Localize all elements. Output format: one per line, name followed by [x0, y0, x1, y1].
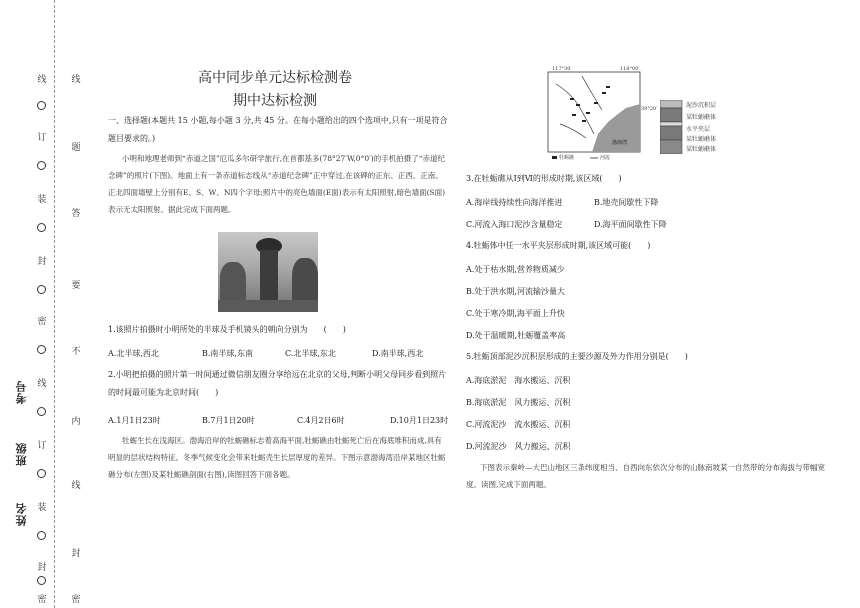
reef-markers [570, 86, 610, 122]
margin-char: 订 [37, 133, 47, 143]
margin-char: 密 [37, 595, 47, 605]
margin-circle [37, 576, 46, 585]
strata-label: 泥沙沉积层 [686, 102, 717, 109]
margin-char: 装 [37, 503, 47, 513]
margin-circle [37, 161, 46, 170]
margin-hint-char: 不 [71, 347, 81, 357]
legend-river-label: 河流 [600, 155, 611, 161]
margin-circle [37, 285, 46, 294]
strata-label: 某牡蛎礁体 [686, 146, 717, 153]
margin-hint-char: 封 [71, 549, 81, 559]
binding-dashed-line [54, 0, 55, 608]
margin-circle [37, 407, 46, 416]
question-1-stem: 1.该照片拍摄时小明所处的半球及手机镜头的朝向分别为 ( ) [108, 325, 346, 334]
margin-char: 订 [37, 441, 47, 451]
question-5-option-a: A.海底淤泥 海水搬运、沉积 [466, 376, 571, 385]
question-4-option-d: D.处于温暖期,牡蛎覆盖率高 [466, 331, 566, 340]
margin-char: 封 [37, 563, 47, 573]
field-exam-number: 考号 [15, 380, 28, 404]
field-class: 班级 [15, 442, 28, 466]
question-2-option-c: C.4月2日6时 [297, 416, 345, 425]
margin-circle [37, 469, 46, 478]
margin-circle [37, 531, 46, 540]
question-5-stem: 5.牡蛎顶部泥沙沉积层形成的主要沙源及外力作用分别是( ) [466, 352, 688, 361]
photo-tree [220, 262, 246, 302]
margin-hint-char: 内 [71, 417, 81, 427]
section-heading: 一、选择题(本题共 15 小题,每小题 3 分,共 45 分。在每小题给出的四个选项中,只有一项是符合题目要求的。) [108, 116, 448, 143]
question-1-option-c: C.北半球,东北 [285, 349, 336, 358]
question-4-option-a: A.处于枯水期,营养物质减少 [466, 265, 565, 274]
exam-subtitle: 期中达标检测 [233, 93, 317, 109]
question-3-option-c: C.河流入海口泥沙含量稳定 [466, 220, 563, 229]
map-lon-left: 117°30′ [552, 66, 572, 72]
passage-intro-1: 小明和地理老师到“赤道之国”厄瓜多尔研学旅行,在首都基多(78°27′W,0°0′)的手机拍摄了“赤道纪念碑”的照片(下图)。地面上有一条赤道标志线从“赤道纪念碑”正中穿过,在该碑的正东、正西、正南、正北四面墙壁上分别有E、S、W、N四个字母;照片中的亮色墙面(E面)表示有太阳照射,暗色墙面(S面)表示无太阳照射。据此完成下面两题。 [108, 154, 446, 214]
exam-title: 高中同步单元达标检测卷 [198, 70, 352, 86]
photo-ground [218, 300, 318, 312]
oyster-reef-map [542, 64, 678, 168]
binding-margin [0, 0, 90, 608]
equator-monument-photo [218, 232, 318, 312]
map-lon-right: 118°00′ [620, 66, 640, 72]
question-5-option-b: B.海底淤泥 风力搬运、沉积 [466, 398, 571, 407]
map-lat: 39°20′ [641, 106, 658, 112]
strata-label: 某牡蛎礁体 [686, 136, 717, 143]
legend-reef-label: 牡蛎礁 [559, 155, 575, 161]
map-river [560, 124, 586, 138]
margin-hint-char: 答 [71, 209, 81, 219]
photo-tree [292, 258, 318, 302]
margin-char: 封 [37, 257, 47, 267]
margin-hint-char: 密 [71, 595, 81, 605]
legend-reef-swatch [552, 156, 557, 159]
margin-char: 线 [37, 75, 47, 85]
question-5-option-c: C.河流泥沙 流水搬运、沉积 [466, 420, 571, 429]
margin-char: 线 [37, 379, 47, 389]
margin-hint-char: 题 [71, 143, 81, 153]
question-3-stem: 3.在牡蛎礁从Ⅰ到Ⅵ的形成时期,该区域( ) [466, 174, 622, 183]
question-5-option-d: D.河流泥沙 风力搬运、沉积 [466, 442, 571, 451]
margin-char: 密 [37, 317, 47, 327]
margin-circle [37, 345, 46, 354]
question-1-option-d: D.南半球,西北 [372, 349, 424, 358]
question-4-option-b: B.处于洪水期,河流输沙量大 [466, 287, 565, 296]
passage-intro-3: 下图表示秦岭—大巴山地区三条纬度相当、自西向东依次分布的山脉南坡某一自然带的分布海拔与带幅宽度。读图,完成下面两题。 [466, 463, 825, 489]
question-2-option-b: B.7月1日20时 [202, 416, 255, 425]
question-2-option-d: D.10月1日23时 [390, 416, 449, 425]
margin-hint-char: 线 [71, 481, 81, 491]
strata-label: 水平夹层 [686, 126, 711, 133]
photo-monument [260, 250, 278, 302]
margin-hint-char: 要 [71, 281, 81, 291]
margin-circle [37, 101, 46, 110]
question-2-option-a: A.1月1日23时 [108, 416, 161, 425]
margin-hint-char: 线 [71, 75, 81, 85]
margin-char: 装 [37, 195, 47, 205]
map-river [556, 84, 594, 134]
map-river [582, 76, 602, 110]
question-1-option-a: A.北半球,西北 [108, 349, 159, 358]
question-3-option-b: B.地壳间歇性下降 [594, 198, 659, 207]
question-3-option-d: D.海平面间歇性下降 [594, 220, 667, 229]
margin-circle [37, 223, 46, 232]
question-3-option-a: A.海岸线持续性向海洋推进 [466, 198, 563, 207]
passage-intro-2: 牡蛎生长在浅海区。渤海沿岸的牡蛎礁标志着高海平面,牡蛎礁由牡蛎死亡后在海底堆积而成,具有明显的层状结构特征。冬季气候变化会带来牡蛎壳生长层厚度的差异。下图示意渤海湾沿岸某地区牡蛎礁分布(左图)及某牡蛎礁剖面(右图),读图回答下面各题。 [108, 436, 446, 479]
question-4-stem: 4.牡蛎体中任一水平夹层形成时期,该区域可能( ) [466, 241, 651, 250]
question-1-option-b: B.南半球,东南 [202, 349, 253, 358]
map-sea-label: 渤海湾 [612, 140, 628, 146]
strata-label: 某牡蛎礁体 [686, 114, 717, 121]
question-2-stem: 2.小明把拍摄的照片第一时间通过微信朋友圈分享给远在北京的父母,判断小明父母同步看到照片的时间最可能为北京时间( ) [108, 370, 447, 397]
field-name: 姓名 [15, 502, 28, 526]
question-4-option-c: C.处于寒冷期,海平面上升快 [466, 309, 565, 318]
